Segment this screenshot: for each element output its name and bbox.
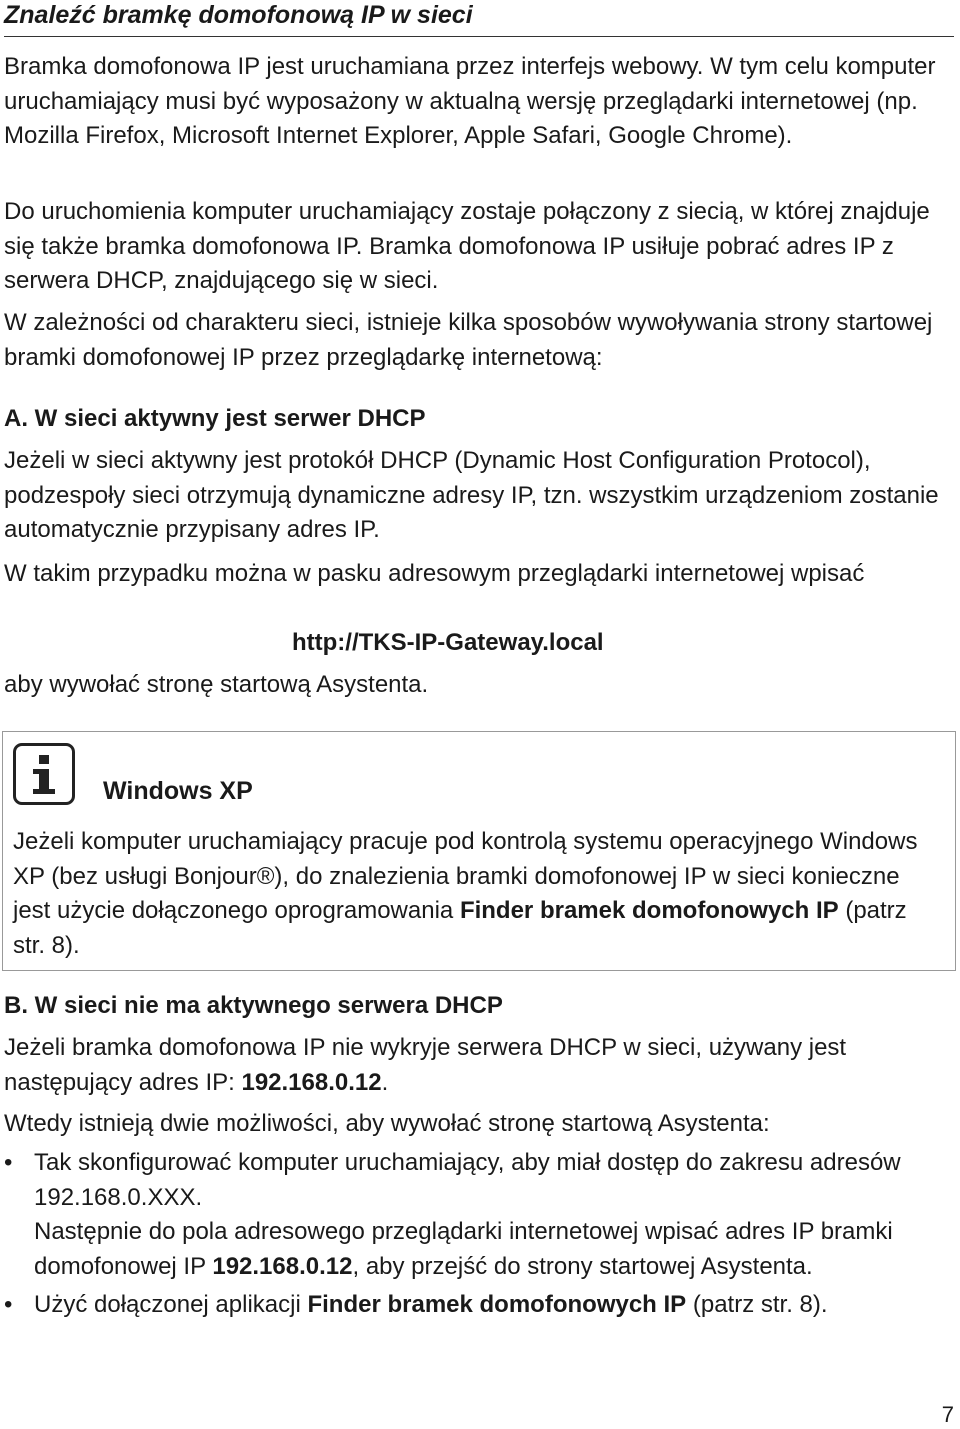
section-a-paragraph-1: Jeżeli w sieci aktywny jest protokół DHCP (Dynamic Host Configuration Protocol), podzespoły sieci otrzymują dynamiczne adresy IP, tzn. wszystkim urządzeniom zostanie automatycznie przypisany adres IP. [4, 447, 939, 543]
section-b-paragraph-1: Jeżeli bramka domofonowa IP nie wykryje serwera DHCP w sieci, używany jest następujący adres IP: 192.168.0.12. [4, 1034, 847, 1096]
list-item: • Użyć dołączonej aplikacji Finder bramek domofonowych IP (patrz str. 8). [4, 1288, 954, 1323]
default-ip-address: 192.168.0.12 [241, 1068, 382, 1096]
section-b-heading: B. W sieci nie ma aktywnego serwera DHCP [4, 992, 503, 1019]
info-icon [13, 743, 75, 805]
section-a-heading: A. W sieci aktywny jest serwer DHCP [4, 405, 426, 432]
section-a-paragraph-2: W takim przypadku można w pasku adresowym przeglądarki internetowej wpisać [4, 560, 865, 587]
options-list [4, 1146, 954, 1323]
bullet-icon: • [4, 1291, 13, 1318]
gateway-url: http://TKS-IP-Gateway.local [292, 629, 604, 656]
intro-paragraph-3: W zależności od charakteru sieci, istnieje kilka sposobów wywoływania strony startowej bramki domofonowej IP przez przeglądarkę internetową: [4, 309, 933, 371]
intro-paragraph-2: Do uruchomienia komputer uruchamiający zostaje połączony z siecią, w której znajduje się także bramka domofonowa IP. Bramka domofonowa IP usiłuje pobrać adres IP z serwera DHCP, znajdującego się w sieci. [4, 198, 930, 294]
list-item: • Tak skonfigurować komputer uruchamiający, aby miał dostęp do zakresu adresów 192.168.0.XXX. Następnie do pola adresowego przeglądarki internetowej wpisać adres IP bramki domofonowej IP 192.168.0.12, aby przejść do strony startowej Asystenta. [4, 1146, 954, 1284]
info-box [2, 731, 956, 971]
page-title: Znaleźć bramkę domofonową IP w sieci [4, 0, 954, 37]
section-b-paragraph-2: Wtedy istnieją dwie możliwości, aby wywołać stronę startową Asystenta: [4, 1110, 770, 1137]
finder-app-name: Finder bramek domofonowych IP [307, 1291, 687, 1318]
finder-app-name: Finder bramek domofonowych IP [459, 897, 839, 924]
info-box-title: Windows XP [103, 777, 253, 805]
info-box-text: Jeżeli komputer uruchamiający pracuje pod kontrolą systemu operacyjnego Windows XP (bez usługi Bonjour®), do znalezienia bramki domofonowej IP w sieci konieczne jest użycie dołączonego oprogramowania Finder bramek domofonowych IP (patrz str. 8). [13, 828, 918, 959]
bullet-icon: • [4, 1149, 13, 1176]
intro-paragraph-1: Bramka domofonowa IP jest uruchamiana przez interfejs webowy. W tym celu komputer uruchamiający musi być wyposażony w aktualną wersję przeglądarki internetowej (np. Mozilla Firefox, Microsoft Internet Explorer, Apple Safari, Google Chrome). [4, 53, 936, 149]
section-a-paragraph-3: aby wywołać stronę startową Asystenta. [4, 671, 429, 698]
default-ip-address: 192.168.0.12 [212, 1252, 353, 1280]
page-number: 7 [941, 1402, 954, 1427]
